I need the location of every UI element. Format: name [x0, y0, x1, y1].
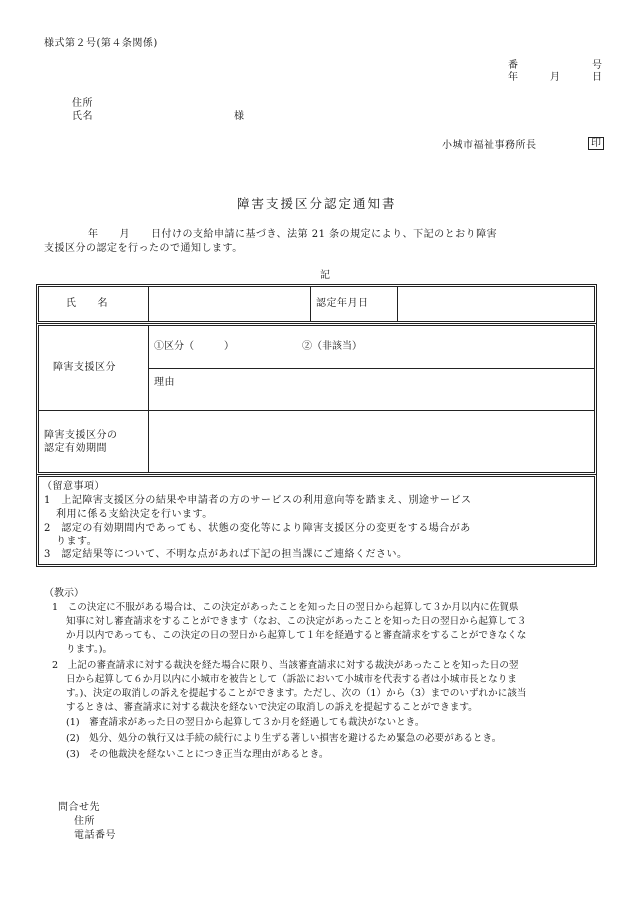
contact-address-label: 住所 [74, 816, 95, 827]
contact-phone-label: 電話番号 [74, 830, 116, 841]
instruction-heading: （教示） [44, 588, 84, 599]
instruction-line: 2 上記の審査請求に対する裁決を経た場合に限り、当該審査請求に対する裁決があったことを知った日の翌 [52, 660, 519, 671]
divider [148, 368, 595, 369]
recipient-name-label: 氏名 [72, 111, 93, 122]
option-not-applicable: ②（非該当） [302, 341, 362, 352]
page-title: 障害支援区分認定通知書 [237, 196, 397, 211]
number-label: 番 [508, 60, 518, 71]
divider [397, 286, 398, 322]
recipient-honorific: 様 [234, 111, 244, 122]
option-category: ①区分（ ） [154, 341, 234, 352]
issuer-name: 小城市福祉事務所長 [442, 140, 537, 151]
number-suffix: 号 [592, 60, 602, 71]
category-label: 障害支援区分 [53, 362, 116, 373]
validity-label-2: 認定有効期間 [44, 443, 107, 454]
reason-label: 理由 [154, 377, 175, 388]
contact-heading: 問合せ先 [58, 802, 100, 813]
note-item: 2 認定の有効期間内であっても、状態の変化等により障害支援区分の変更をする場合があ [44, 523, 471, 534]
divider [38, 410, 595, 411]
intro-line-2: 支援区分の認定を行ったので通知します。 [44, 243, 243, 254]
recipient-address-label: 住所 [72, 98, 93, 109]
instruction-line: す。)、決定の取消しの訴えを提起することができます。ただし、次の（1）から（3）までのいずれかに該当 [66, 688, 527, 699]
intro-line-1: 年 月 日付けの支給申請に基づき、法第 21 条の規定により、下記のとおり障害 [88, 229, 498, 240]
notes-heading: （留意事項） [42, 481, 105, 492]
instruction-sub-item: (1) 審査請求があった日の翌日から起算して３か月を経過しても裁決がないとき。 [66, 717, 425, 728]
divider [310, 286, 311, 322]
cert-date-label: 認定年月日 [316, 298, 369, 309]
note-item: 1 上記障害支援区分の結果や申請者の方のサービスの利用意向等を踏まえ、別途サービス [44, 495, 472, 506]
instruction-line: 知事に対し審査請求をすることができます（なお、この決定があったことを知った日の翌日から起算して３ [66, 616, 527, 627]
instruction-line: か月以内であっても、この決定の日の翌日から起算して１年を経過すると審査請求をすることができなくな [66, 630, 527, 641]
date-month: 月 [550, 72, 560, 83]
instruction-line: するときは、審査請求に対する裁決を経ないで決定の取消しの訴えを提起することができます。 [66, 702, 478, 713]
issuer-seal [588, 138, 604, 150]
instruction-line: ります。)。 [66, 644, 113, 655]
instruction-line: 1 この決定に不服がある場合は、この決定があったことを知った日の翌日から起算して３か月以内に佐賀県 [52, 602, 519, 613]
instruction-sub-item: (3) その他裁決を経ないことにつき正当な理由があるとき。 [66, 749, 329, 760]
ki-heading: 記 [320, 270, 330, 281]
note-item: ります。 [56, 536, 98, 547]
date-year: 年 [508, 72, 518, 83]
instruction-sub-item: (2) 処分、処分の執行又は手続の続行により生ずる著しい損害を避けるため緊急の必要があるとき。 [66, 733, 502, 744]
seal-mark: 印 [588, 137, 604, 150]
form-number: 様式第２号(第４条関係) [44, 38, 158, 49]
note-item: 3 認定結果等について、不明な点があれば下記の担当課にご連絡ください。 [44, 549, 408, 560]
validity-label-1: 障害支援区分の [44, 430, 118, 441]
name-label: 氏 名 [66, 298, 108, 309]
note-item: 利用に係る支給決定を行います。 [56, 509, 213, 520]
divider [148, 325, 149, 473]
divider [148, 286, 149, 322]
instruction-line: 日から起算して６か月以内に小城市を被告として（訴訟において小城市を代表する者は小城市長となりま [66, 674, 517, 685]
date-day: 日 [592, 72, 602, 83]
